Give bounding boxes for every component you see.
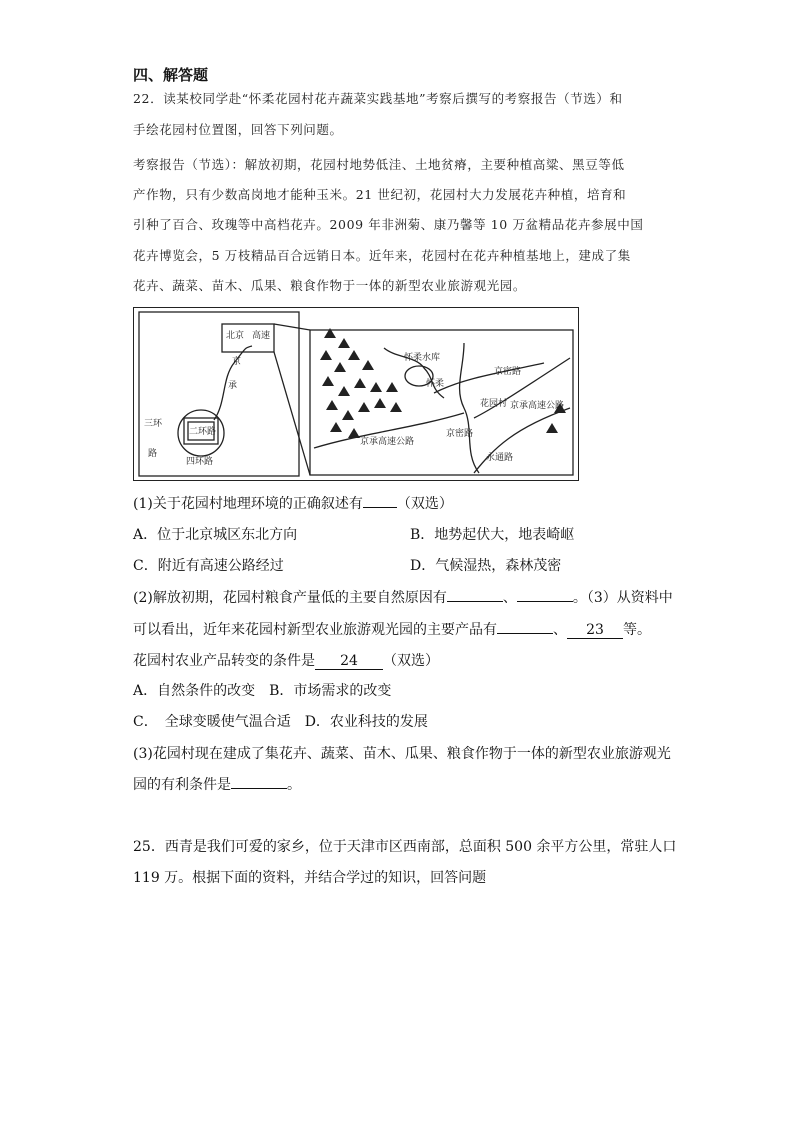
map-label: 四环路 (186, 457, 214, 467)
location-map (133, 307, 579, 481)
sub3-line2-suffix: 。 (287, 777, 301, 793)
sub2-line2-suffix: 等。 (623, 622, 651, 638)
q25-line1: 25．西青是我们可爱的家乡，位于天津市区西南部，总面积 500 余平方公里，常驻人口 (133, 839, 677, 855)
map-label: 北京 (226, 331, 245, 341)
q25-line2: 119 万。根据下面的资料，并结合学过的知识，回答问题 (133, 870, 487, 886)
sub2-line2-prefix: 可以看出，近年来花园村新型农业旅游观光园的主要产品有 (133, 622, 497, 638)
sub1-option-d: D．气候湿热，森林茂密 (410, 558, 562, 574)
map-label: 三环 (144, 419, 163, 429)
map-label: 二环路 (189, 427, 217, 437)
sub1-stem-prefix: (1)关于花园村地理环境的正确叙述有 (133, 496, 363, 512)
location-map-drawing (134, 308, 578, 480)
sub3-line2 (133, 774, 301, 794)
sub2-line3-suffix: （双选） (383, 653, 439, 669)
map-label: 承 (228, 381, 238, 391)
sub2-options-row2: C． 全球变暖使气温合适 D．农业科技的发展 (133, 714, 428, 730)
answer-blank[interactable] (363, 507, 397, 508)
map-label: 京 (232, 357, 242, 367)
map-label: 怀柔水库 (404, 353, 441, 363)
map-label: 怀柔 (426, 379, 445, 389)
report-line: 引种了百合、玫瑰等中高档花卉。2009 年非洲菊、康乃馨等 10 万盆精品花卉参展中国 (133, 217, 644, 232)
sub2-line1 (133, 587, 673, 607)
map-label: 京密路 (446, 429, 474, 439)
sub1-option-c: C．附近有高速公路经过 (133, 558, 284, 574)
sub2-line3 (133, 650, 439, 670)
answer-blank[interactable] (517, 601, 573, 602)
sub1-option-b: B．地势起伏大，地表崎岖 (410, 527, 575, 543)
sub2-part-b: 。（3）从资料中 (572, 590, 673, 606)
q22-intro-line2: 手绘花园村位置图，回答下列问题。 (133, 122, 343, 137)
answer-blank[interactable] (447, 601, 503, 602)
report-line: 产作物，只有少数高岗地才能种玉米。21 世纪初，花园村大力发展花卉种植，培育和 (133, 187, 627, 202)
sub2-line3-prefix: 花园村农业产品转变的条件是 (133, 653, 315, 669)
answer-blank[interactable] (231, 788, 287, 789)
separator: 、 (553, 622, 567, 638)
map-label: 京密路 (494, 367, 522, 377)
report-line: 花卉、蔬菜、苗木、瓜果、粮食作物于一体的新型农业旅游观光园。 (133, 278, 527, 293)
map-label: 花园村 (480, 399, 508, 409)
q22-intro-line1: 22．读某校同学赴“怀柔花园村花卉蔬菜实践基地”考察后撰写的考察报告（节选）和 (133, 91, 623, 106)
report-line: 花卉博览会，5 万枝精品百合远销日本。近年来，花园村在花卉种植基地上，建成了集 (133, 248, 631, 263)
separator: 、 (502, 590, 517, 606)
sub2-line2 (133, 619, 651, 639)
sub1-option-a: A．位于北京城区东北方向 (133, 527, 298, 543)
sub3-line1: (3)花园村现在建成了集花卉、蔬菜、苗木、瓜果、粮食作物于一体的新型农业旅游观光 (133, 746, 671, 762)
sub1-stem (133, 493, 453, 513)
map-label: 路 (148, 449, 158, 459)
sub2-options-row1: A．自然条件的改变 B．市场需求的改变 (133, 683, 392, 699)
section-heading: 四、解答题 (133, 66, 209, 84)
answer-blank-24[interactable]: 24 (315, 653, 383, 670)
sub2-part-a: (2)解放初期，花园村粮食产量低的主要自然原因有 (133, 590, 447, 606)
sub1-stem-suffix: （双选） (396, 496, 453, 512)
report-line: 考察报告（节选）：解放初期，花园村地势低洼、土地贫瘠，主要种植高粱、黑豆等低 (133, 157, 625, 172)
map-label: 京承高速公路 (360, 437, 415, 447)
sub3-line2-prefix: 园的有利条件是 (133, 777, 231, 793)
answer-blank[interactable] (497, 633, 553, 634)
map-label: 永通路 (486, 453, 514, 463)
answer-blank-23[interactable]: 23 (567, 622, 623, 639)
map-label: 高速 (252, 331, 271, 341)
map-label: 京承高速公路 (510, 401, 565, 411)
